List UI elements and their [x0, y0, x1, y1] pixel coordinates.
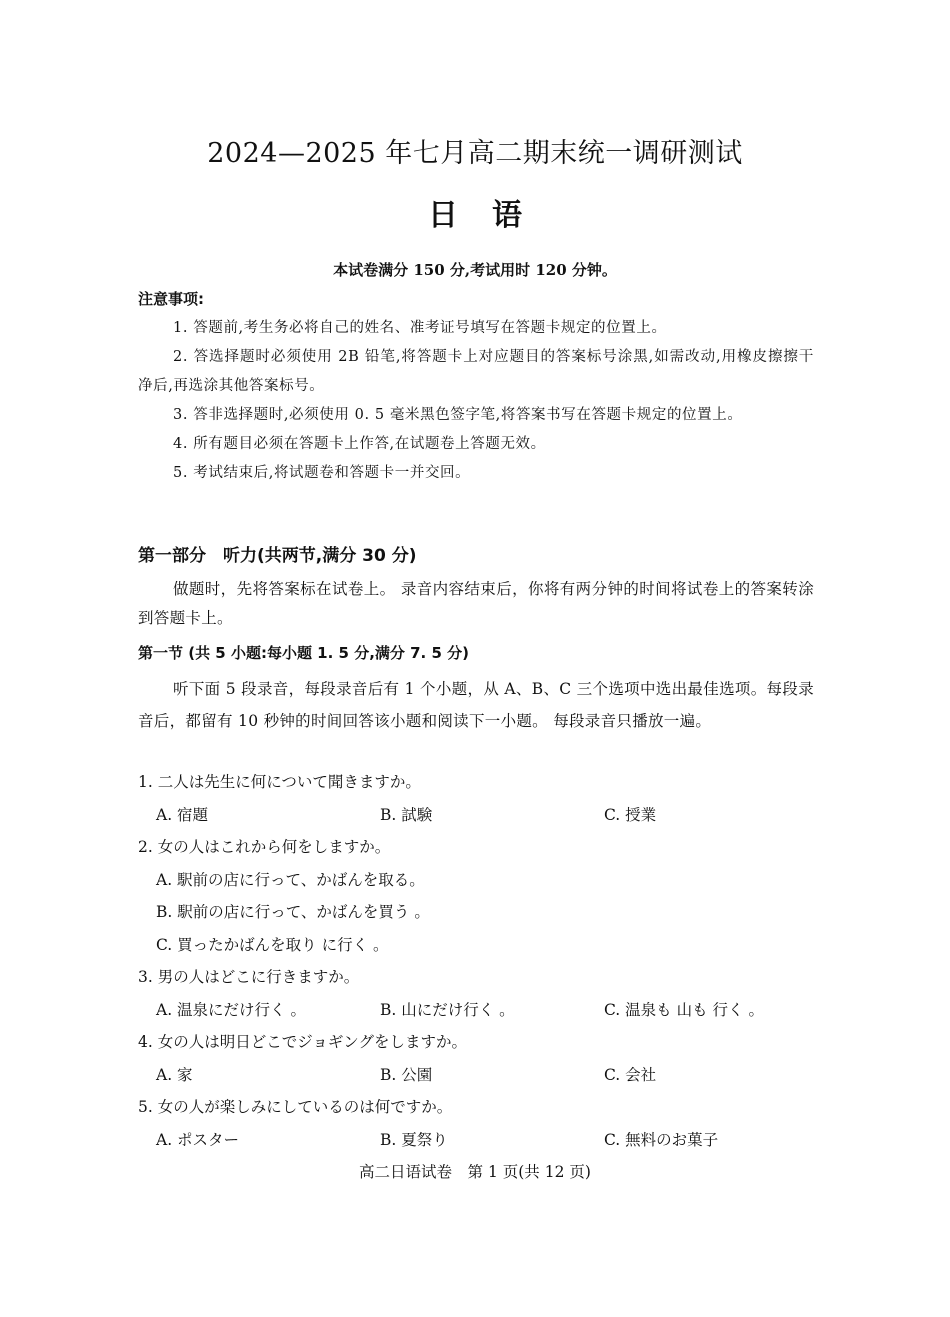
- notice-heading: 注意事项:: [138, 290, 204, 308]
- question-stem: 2. 女の人はこれから何をしますか。: [138, 838, 391, 856]
- full-score-note: 本试卷满分 150 分,考试用时 120 分钟。: [333, 261, 617, 279]
- notice-item: 3. 答非选择题时,必须使用 0. 5 毫米黑色签字笔,将答案书写在答题卡规定的位置上。: [173, 407, 743, 423]
- part1-intro: 做题时，先将答案标在试卷上。 录音内容结束后，你将有两分钟的时间将试卷上的答案转涂到答题卡上。: [138, 580, 814, 627]
- section1-intro: 听下面 5 段录音，每段录音后有 1 个小题，从 A、B、C 三个选项中选出最佳选项。每段录音后，都留有 10 秒钟的时间回答该小题和阅读下一小题。 每段录音只播放一遍。: [138, 680, 814, 730]
- option-c: C. 授業: [604, 805, 657, 824]
- question-list: [138, 766, 828, 1156]
- option-c: C. 無料のお菓子: [604, 1130, 719, 1149]
- section1-heading: 第一节 (共 5 小题:每小题 1. 5 分,满分 7. 5 分): [138, 644, 469, 662]
- notice-item: 5. 考试结束后,将试题卷和答题卡一并交回。: [173, 465, 471, 481]
- option-row: [138, 799, 828, 832]
- option-b: B. 試験: [380, 805, 433, 824]
- part1-heading: 第一部分 听力(共两节,满分 30 分): [138, 546, 417, 566]
- notice-item: 2. 答选择题时必须使用 2B 铅笔,将答题卡上对应题目的答案标号涂黑,如需改动,用橡皮擦擦干净后,再选涂其他答案标号。: [138, 349, 814, 394]
- option-b: B. 山にだけ行く 。: [380, 1000, 515, 1019]
- option-b: B. 駅前の店に行って、かばんを買う 。: [156, 903, 430, 921]
- option-row: [138, 1059, 828, 1092]
- option-c: C. 会社: [604, 1065, 657, 1084]
- notice-list: [138, 314, 814, 488]
- exam-title: 2024—2025 年七月高二期末统一调研测试: [207, 138, 743, 169]
- option-a: A. 家: [156, 1065, 193, 1084]
- option-c: C. 温泉も 山も 行く 。: [604, 1000, 764, 1019]
- option-c: C. 買ったかばんを取り に行く 。: [156, 935, 389, 954]
- option-row: [138, 1124, 828, 1157]
- question-stem: 1. 二人は先生に何について聞きますか。: [138, 773, 421, 791]
- option-a: A. 宿題: [156, 805, 209, 824]
- option-b: B. 夏祭り: [380, 1130, 448, 1149]
- option-row: [138, 994, 828, 1027]
- page-footer: 高二日语试卷 第 1 页(共 12 页): [359, 1163, 591, 1181]
- question-stem: 5. 女の人が楽しみにしているのは何ですか。: [138, 1098, 453, 1116]
- question-stem: 4. 女の人は明日どこでジョギングをしますか。: [138, 1033, 467, 1051]
- option-a: A. ポスター: [156, 1130, 240, 1149]
- option-b: B. 公園: [380, 1065, 433, 1084]
- option-a: A. 駅前の店に行って、かばんを取る。: [156, 870, 425, 889]
- notice-item: 4. 所有题目必须在答题卡上作答,在试题卷上答题无效。: [173, 436, 546, 452]
- subject-title: 日语: [428, 198, 556, 233]
- question-stem: 3. 男の人はどこに行きますか。: [138, 968, 360, 986]
- option-a: A. 温泉にだけ行く 。: [156, 1000, 306, 1019]
- notice-item: 1. 答题前,考生务必将自己的姓名、准考证号填写在答题卡规定的位置上。: [173, 320, 667, 336]
